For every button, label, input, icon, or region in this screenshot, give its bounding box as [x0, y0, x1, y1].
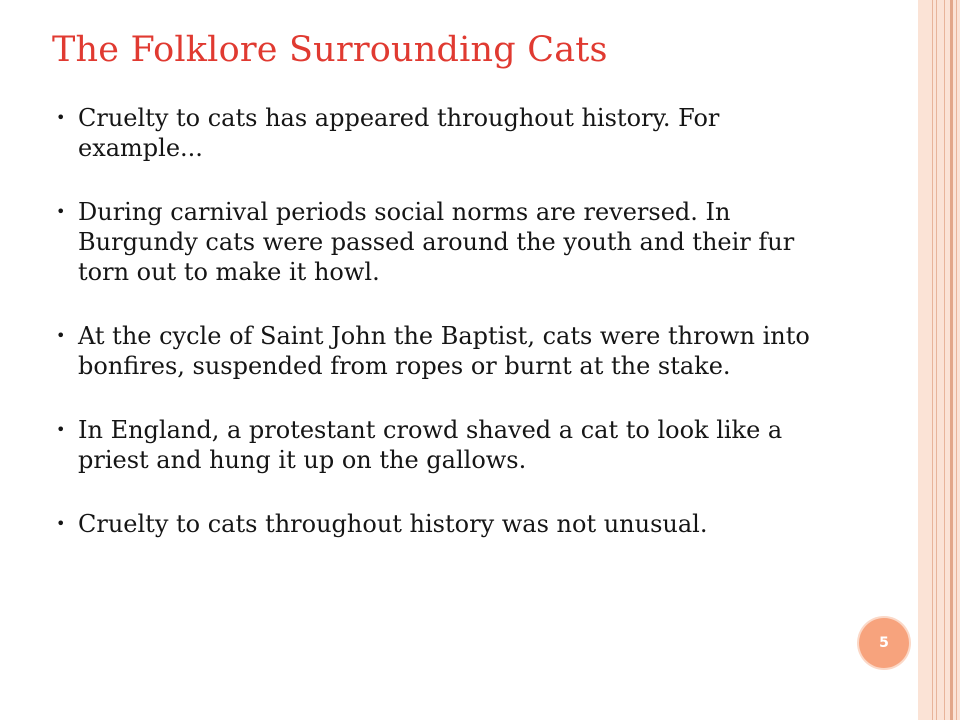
bullet-item: [56, 415, 856, 475]
bullet-text: During carnival periods social norms are reversed. In Burgundy cats were passed around the youth and their fur torn out to make it howl.: [78, 198, 795, 286]
bullet-item: [56, 197, 856, 287]
page-number-badge: [859, 618, 909, 668]
bullet-dot: •: [56, 514, 66, 533]
border-stripe: [944, 0, 945, 720]
slide-title: The Folklore Surrounding Cats: [52, 30, 608, 70]
border-stripe: [956, 0, 957, 720]
bullet-item: [56, 509, 856, 539]
bullet-item: [56, 103, 856, 163]
slide-right-border: [918, 0, 960, 720]
border-stripe: [936, 0, 937, 720]
bullet-dot: •: [56, 108, 66, 127]
bullet-item: [56, 321, 856, 381]
bullet-list: [56, 103, 856, 573]
page-number: 5: [879, 635, 889, 651]
bullet-text: At the cycle of Saint John the Baptist, cats were thrown into bonfires, suspended from ropes or burnt at the stake.: [78, 322, 810, 380]
bullet-text: Cruelty to cats throughout history was not unusual.: [78, 510, 708, 538]
bullet-dot: •: [56, 326, 66, 345]
border-stripe: [950, 0, 953, 720]
bullet-text: Cruelty to cats has appeared throughout history. For example...: [78, 104, 720, 162]
border-stripe: [932, 0, 933, 720]
bullet-dot: •: [56, 420, 66, 439]
bullet-text: In England, a protestant crowd shaved a cat to look like a priest and hung it up on the gallows.: [78, 416, 783, 474]
bullet-dot: •: [56, 202, 66, 221]
